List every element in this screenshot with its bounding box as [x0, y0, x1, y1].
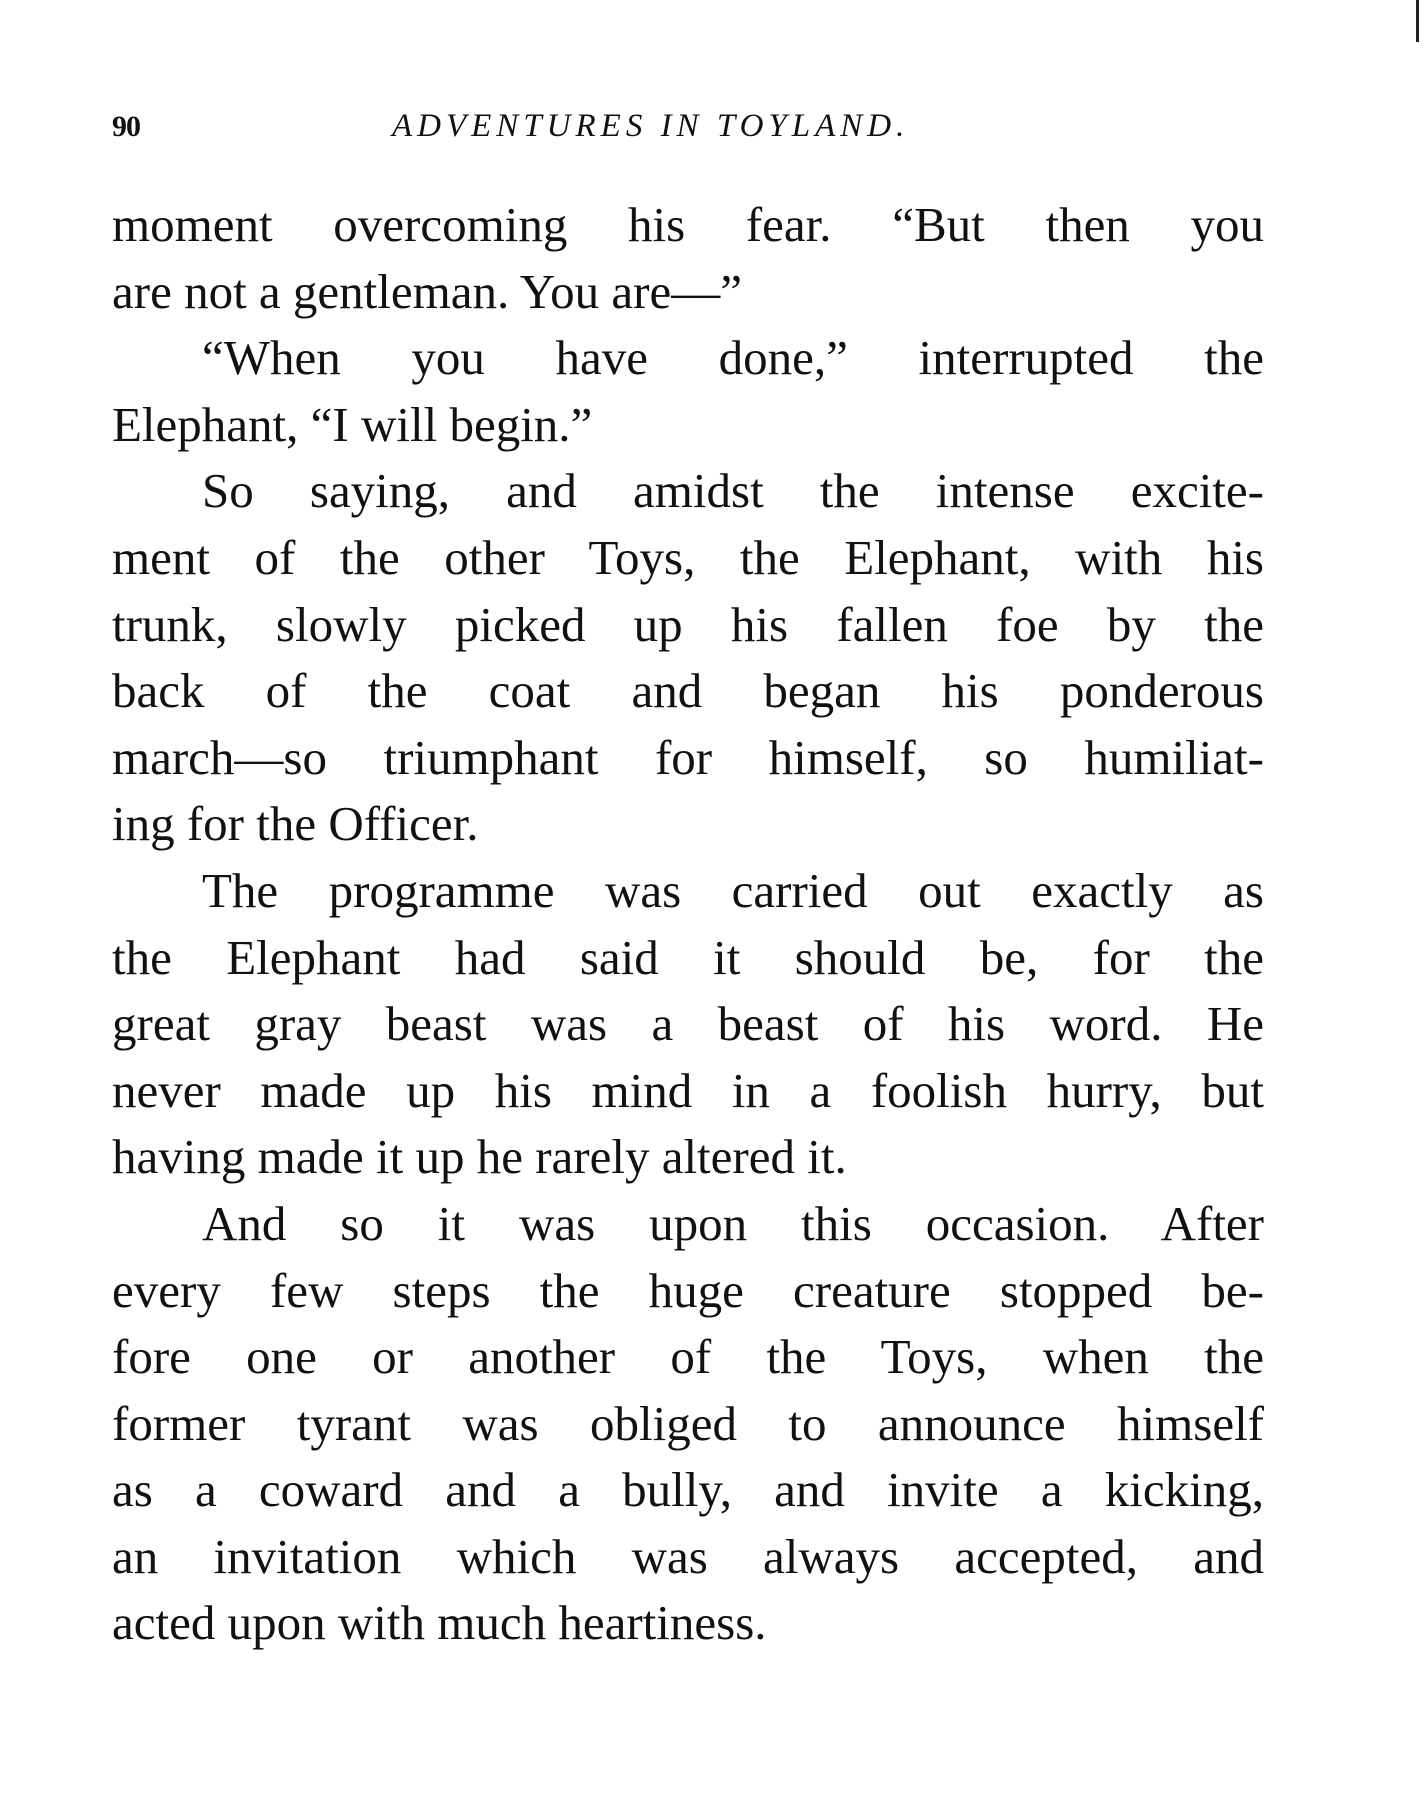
text-line: moment overcoming his fear. “But then you [112, 197, 1264, 252]
text-line: The programme was carried out exactly as [202, 862, 1264, 918]
text-line: Elephant, “I will begin.” [112, 396, 593, 452]
text-line: acted upon with much heartiness. [112, 1595, 767, 1651]
page-edge-mark [1416, 0, 1419, 42]
text-line: back of the coat and began his ponderous [112, 663, 1264, 719]
page-header [112, 108, 1264, 154]
text-line: as a coward and a bully, and invite a kicking, [112, 1462, 1264, 1518]
text-line: never made up his mind in a foolish hurry, but [112, 1062, 1264, 1118]
text-line: And so it was upon this occasion. After [202, 1195, 1264, 1251]
text-line: are not a gentleman. You are—” [112, 263, 742, 319]
text-line: march—so triumphant for himself, so humiliat- [112, 729, 1264, 785]
text-line: great gray beast was a beast of his word. He [112, 996, 1264, 1052]
text-line: former tyrant was obliged to announce himself [112, 1395, 1264, 1451]
text-line: the Elephant had said it should be, for the [112, 929, 1264, 985]
page-number: 90 [112, 110, 140, 143]
running-title: ADVENTURES IN TOYLAND. [392, 108, 910, 144]
text-line: “When you have done,” interrupted the [202, 330, 1264, 386]
text-line: fore one or another of the Toys, when the [112, 1329, 1264, 1385]
text-line: ment of the other Toys, the Elephant, with his [112, 529, 1264, 585]
text-line: having made it up he rarely altered it. [112, 1129, 847, 1185]
text-line: trunk, slowly picked up his fallen foe by the [112, 596, 1264, 652]
text-line: every few steps the huge creature stopped be- [112, 1262, 1264, 1318]
text-line: So saying, and amidst the intense excite- [202, 463, 1264, 519]
text-line: an invitation which was always accepted, and [112, 1528, 1264, 1584]
body-text [112, 192, 1264, 1657]
text-line: ing for the Officer. [112, 796, 479, 852]
